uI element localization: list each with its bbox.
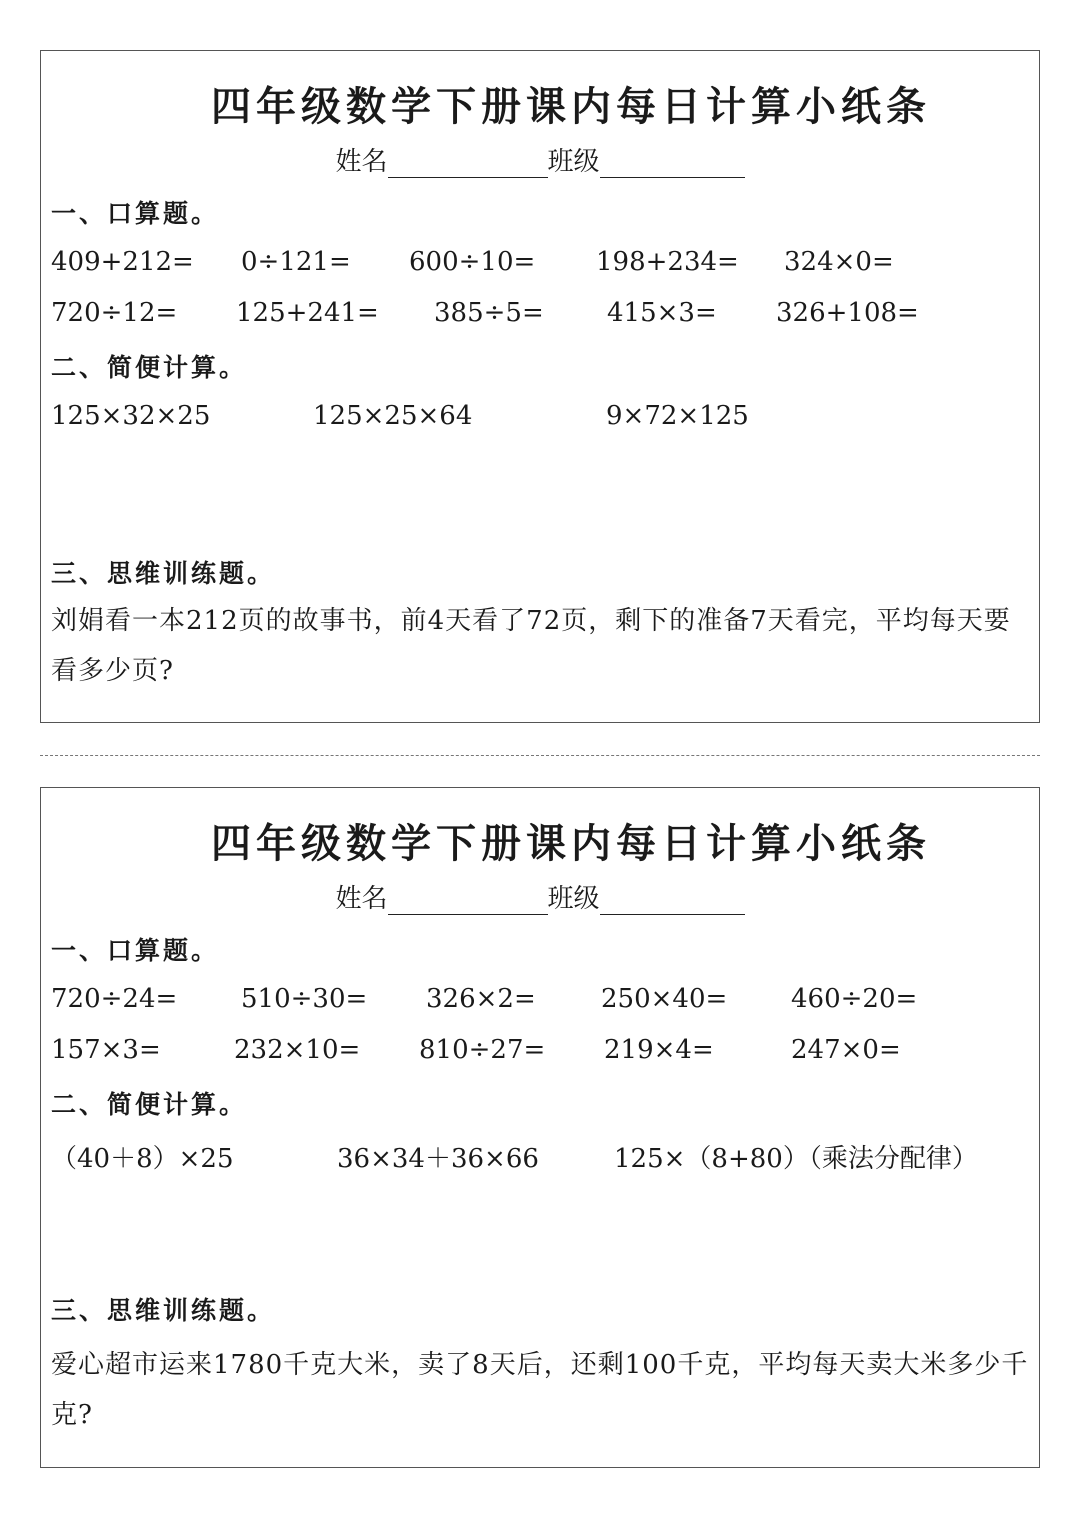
oral-problem: 415×3=	[607, 298, 717, 328]
oral-problem: 810÷27=	[419, 1035, 546, 1065]
name-blank[interactable]	[388, 888, 548, 915]
oral-problem: 385÷5=	[434, 298, 544, 328]
class-label: 班级	[547, 147, 600, 177]
oral-problem: 125+241=	[236, 298, 379, 328]
simple-problem: 125×25×64	[313, 401, 473, 431]
slip-title: 四年级数学下册课内每日计算小纸条	[211, 83, 931, 130]
oral-problem: 157×3=	[51, 1035, 161, 1065]
name-class-line	[41, 141, 1039, 178]
oral-problem: 600÷10=	[409, 247, 536, 277]
simple-problem: 36×34＋36×66	[337, 1144, 539, 1174]
oral-problem: 324×0=	[784, 247, 894, 277]
name-blank[interactable]	[388, 151, 548, 178]
oral-problem: 219×4=	[604, 1035, 714, 1065]
section-thinking-heading: 三、思维训练题。	[51, 559, 276, 588]
simple-problem: 125×32×25	[51, 401, 211, 431]
calculation-slip-1	[40, 50, 1040, 723]
calculation-slip-2	[40, 787, 1040, 1468]
simple-problem: 125×（8+80）（乘法分配律）	[614, 1144, 978, 1174]
oral-problem: 247×0=	[791, 1035, 901, 1065]
word-problem: 爱心超市运来1780千克大米，卖了8天后，还剩100千克，平均每天卖大米多少千克?	[51, 1350, 1029, 1430]
word-problem: 刘娟看一本212页的故事书，前4天看了72页，剩下的准备7天看完，平均每天要看多少页?	[51, 606, 1011, 686]
section-simple-heading: 二、简便计算。	[51, 353, 248, 382]
name-label: 姓名	[335, 884, 388, 914]
simple-problem: （40＋8）×25	[51, 1144, 234, 1174]
cut-line	[40, 755, 1040, 756]
section-oral-heading: 一、口算题。	[51, 199, 220, 228]
oral-problem: 326+108=	[776, 298, 919, 328]
oral-problem: 720÷12=	[51, 298, 178, 328]
class-label: 班级	[547, 884, 600, 914]
name-label: 姓名	[335, 147, 388, 177]
name-class-line	[41, 878, 1039, 915]
oral-problem: 460÷20=	[791, 984, 918, 1014]
oral-problem: 720÷24=	[51, 984, 178, 1014]
oral-problem: 409+212=	[51, 247, 194, 277]
class-blank[interactable]	[600, 151, 745, 178]
section-thinking-heading: 三、思维训练题。	[51, 1296, 276, 1325]
oral-problem: 510÷30=	[241, 984, 368, 1014]
section-oral-heading: 一、口算题。	[51, 936, 220, 965]
oral-problem: 232×10=	[234, 1035, 361, 1065]
oral-problem: 250×40=	[601, 984, 728, 1014]
section-simple-heading: 二、简便计算。	[51, 1090, 248, 1119]
slip-title: 四年级数学下册课内每日计算小纸条	[211, 820, 931, 867]
simple-problem: 9×72×125	[606, 401, 749, 431]
oral-problem: 326×2=	[426, 984, 536, 1014]
oral-problem: 0÷121=	[241, 247, 351, 277]
class-blank[interactable]	[600, 888, 745, 915]
oral-problem: 198+234=	[596, 247, 739, 277]
